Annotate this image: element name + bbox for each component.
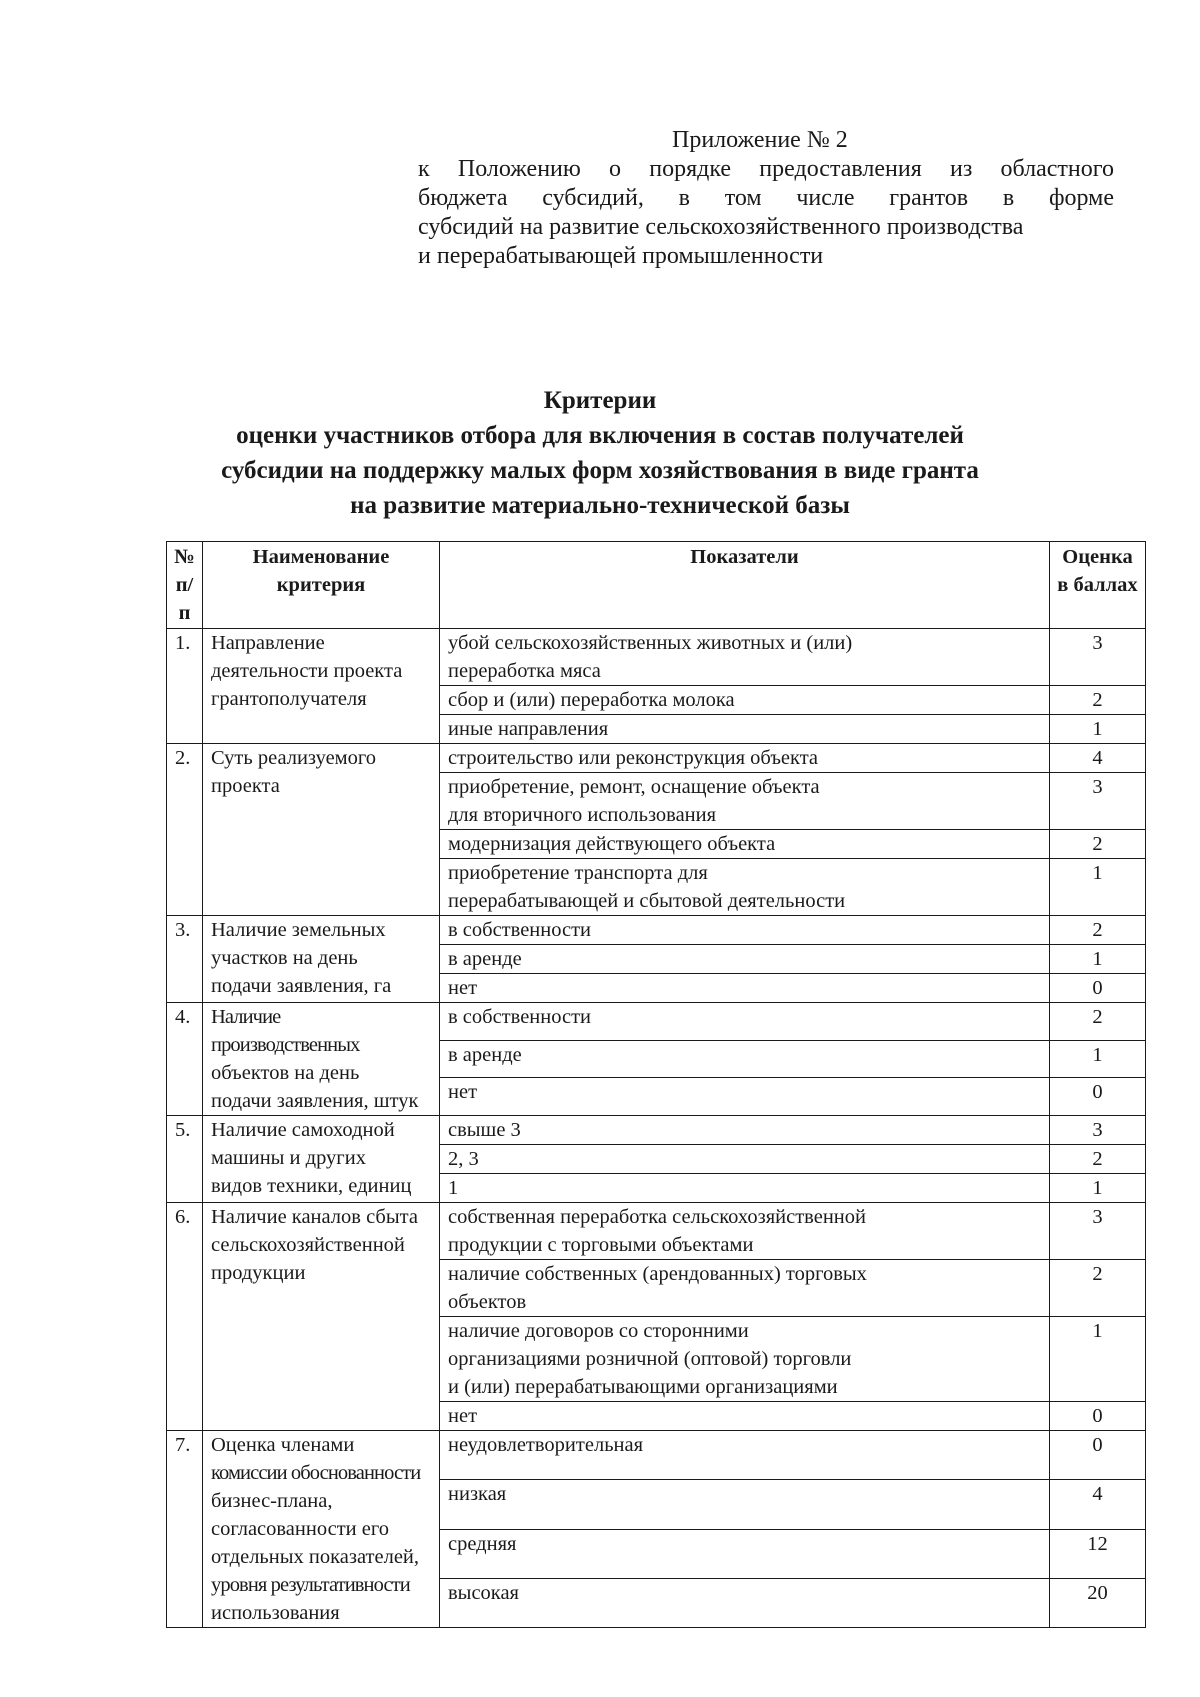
table-row xyxy=(167,1003,1146,1041)
indicator-cell xyxy=(440,1578,1050,1627)
indicator-cell xyxy=(440,773,1050,830)
criterion-name-line: согласованности его xyxy=(211,1518,390,1540)
indicator-line: убой сельскохозяйственных животных и (или) xyxy=(448,632,853,654)
indicator-cell xyxy=(440,744,1050,773)
indicator-line: в собственности xyxy=(448,919,592,941)
indicator-line: наличие собственных (арендованных) торговых xyxy=(448,1263,867,1285)
score-cell: 1 xyxy=(1050,715,1146,744)
criterion-name-line: продукции xyxy=(211,1262,306,1284)
table-row xyxy=(167,1431,1146,1480)
score-cell: 1 xyxy=(1050,945,1146,974)
indicator-line: 2, 3 xyxy=(448,1148,479,1170)
criterion-name-line: Направление xyxy=(211,632,325,654)
score-cell: 1 xyxy=(1050,1174,1146,1203)
table-row xyxy=(167,629,1146,686)
score-cell: 2 xyxy=(1050,830,1146,859)
criterion-name-line: Наличие каналов сбыта xyxy=(211,1206,418,1228)
criterion-name xyxy=(203,744,440,916)
criterion-name-line: грантополучателя xyxy=(211,688,367,710)
criterion-name xyxy=(203,916,440,1003)
header-score-line: Оценка xyxy=(1062,546,1133,568)
criterion-name-line: деятельности проекта xyxy=(211,660,403,682)
score-cell: 2 xyxy=(1050,916,1146,945)
criterion-name-line: Наличие земельных xyxy=(211,919,386,941)
indicator-cell xyxy=(440,1431,1050,1480)
criterion-name-line: сельскохозяйственной xyxy=(211,1234,405,1256)
indicator-line: приобретение транспорта для xyxy=(448,862,708,884)
score-cell: 2 xyxy=(1050,1145,1146,1174)
criterion-number: 1. xyxy=(167,629,203,744)
criterion-name-line: проекта xyxy=(211,775,280,797)
indicator-cell xyxy=(440,1203,1050,1260)
criterion-number: 7. xyxy=(167,1431,203,1628)
indicator-line: сбор и (или) переработка молока xyxy=(448,689,735,711)
header-num-line: № xyxy=(174,546,195,568)
header-name-line: Наименование xyxy=(252,546,390,568)
table-row xyxy=(167,1203,1146,1260)
indicator-line: высокая xyxy=(448,1581,519,1604)
criterion-name-line: Наличие производственных xyxy=(211,1006,360,1056)
criterion-name xyxy=(203,1003,440,1116)
score-cell: 4 xyxy=(1050,1480,1146,1529)
criterion-name-line: участков на день xyxy=(211,947,358,969)
criterion-name xyxy=(203,1431,440,1628)
indicator-line: 1 xyxy=(448,1177,459,1199)
criterion-number: 3. xyxy=(167,916,203,1003)
indicator-cell xyxy=(440,1116,1050,1145)
score-cell: 1 xyxy=(1050,859,1146,916)
indicator-cell xyxy=(440,1402,1050,1431)
indicator-cell xyxy=(440,1529,1050,1578)
indicator-cell xyxy=(440,859,1050,916)
appendix-body xyxy=(418,155,1114,271)
appendix-line: и перерабатывающей промышленности xyxy=(418,243,824,269)
indicator-line: продукции с торговыми объектами xyxy=(448,1234,754,1256)
indicator-line: перерабатывающей и сбытовой деятельности xyxy=(448,890,846,912)
indicator-cell xyxy=(440,1040,1050,1078)
criterion-name-line: подачи заявления, га xyxy=(211,975,392,997)
header-score-line: в баллах xyxy=(1057,574,1138,596)
indicator-line: иные направления xyxy=(448,718,609,740)
indicator-cell xyxy=(440,686,1050,715)
appendix-title: Приложение № 2 xyxy=(672,127,848,153)
criterion-name-line: Оценка членами xyxy=(211,1434,355,1456)
indicator-cell xyxy=(440,1003,1050,1041)
title-line: на развитие материально-технической базы xyxy=(350,492,850,519)
header-name-line: критерия xyxy=(276,574,366,596)
appendix-line: субсидий на развитие сельскохозяйственного производства xyxy=(418,214,1024,240)
indicator-line: низкая xyxy=(448,1483,507,1506)
indicator-line: объектов xyxy=(448,1291,527,1313)
appendix-block xyxy=(418,126,1114,271)
score-cell: 2 xyxy=(1050,1260,1146,1317)
indicator-line: нет xyxy=(448,1405,478,1427)
indicator-line: строительство или реконструкция объекта xyxy=(448,747,819,769)
indicator-line: наличие договоров со сторонними xyxy=(448,1320,749,1342)
appendix-line: бюджета субсидий, в том числе грантов в форме xyxy=(418,185,1114,211)
score-cell: 3 xyxy=(1050,773,1146,830)
score-cell: 1 xyxy=(1050,1040,1146,1078)
indicator-cell xyxy=(440,1078,1050,1116)
score-cell: 2 xyxy=(1050,1003,1146,1041)
indicator-cell xyxy=(440,916,1050,945)
header-num-line: п/п xyxy=(175,574,194,624)
indicator-cell xyxy=(440,1174,1050,1203)
score-cell: 1 xyxy=(1050,1317,1146,1402)
header-num xyxy=(167,542,203,629)
criterion-name-line: объектов на день xyxy=(211,1062,360,1084)
score-cell: 4 xyxy=(1050,744,1146,773)
criterion-name-line: Суть реализуемого xyxy=(211,747,377,769)
indicator-line: собственная переработка сельскохозяйственной xyxy=(448,1206,866,1228)
criteria-table-body xyxy=(167,629,1146,1628)
criterion-name-line: уровня результативности xyxy=(211,1574,410,1596)
criterion-name-line: бизнес-плана, xyxy=(211,1490,333,1512)
indicator-line: свыше 3 xyxy=(448,1119,521,1141)
indicator-cell xyxy=(440,945,1050,974)
indicator-line: в аренде xyxy=(448,1043,522,1066)
criterion-name-line: машины и других xyxy=(211,1147,366,1169)
header-indicators: Показатели xyxy=(440,542,1050,629)
indicator-line: в собственности xyxy=(448,1006,592,1028)
table-row xyxy=(167,916,1146,945)
indicator-cell xyxy=(440,1317,1050,1402)
criterion-name-line: комиссии обоснованности xyxy=(211,1462,421,1484)
criterion-name-line: видов техники, единиц xyxy=(211,1175,412,1197)
indicator-line: в аренде xyxy=(448,948,522,970)
document-title xyxy=(150,383,1050,523)
header-score xyxy=(1050,542,1146,629)
score-cell: 20 xyxy=(1050,1578,1146,1627)
criterion-name xyxy=(203,629,440,744)
score-cell: 0 xyxy=(1050,974,1146,1003)
title-line: субсидии на поддержку малых форм хозяйствования в виде гранта xyxy=(221,457,979,484)
criterion-name xyxy=(203,1203,440,1431)
table-row xyxy=(167,1116,1146,1145)
indicator-line: и (или) перерабатывающими организациями xyxy=(448,1376,838,1398)
indicator-line: нет xyxy=(448,977,478,999)
criterion-number: 6. xyxy=(167,1203,203,1431)
score-cell: 2 xyxy=(1050,686,1146,715)
criterion-name xyxy=(203,1116,440,1203)
criterion-number: 4. xyxy=(167,1003,203,1116)
indicator-line: переработка мяса xyxy=(448,660,601,682)
score-cell: 3 xyxy=(1050,1116,1146,1145)
criterion-name-line: Наличие самоходной xyxy=(211,1119,395,1141)
title-line: оценки участников отбора для включения в состав получателей xyxy=(236,422,964,449)
indicator-line: средняя xyxy=(448,1532,517,1555)
table-row xyxy=(167,744,1146,773)
indicator-cell xyxy=(440,1260,1050,1317)
score-cell: 0 xyxy=(1050,1431,1146,1480)
indicator-cell xyxy=(440,1480,1050,1529)
score-cell: 12 xyxy=(1050,1529,1146,1578)
indicator-cell xyxy=(440,830,1050,859)
criterion-name-line: использования xyxy=(211,1602,340,1624)
indicator-cell xyxy=(440,1145,1050,1174)
table-header-row xyxy=(167,542,1146,629)
indicator-line: модернизация действующего объекта xyxy=(448,833,776,855)
criteria-table xyxy=(166,541,1146,1628)
indicator-cell xyxy=(440,629,1050,686)
score-cell: 0 xyxy=(1050,1078,1146,1116)
score-cell: 3 xyxy=(1050,1203,1146,1260)
criterion-number: 5. xyxy=(167,1116,203,1203)
criterion-number: 2. xyxy=(167,744,203,916)
score-cell: 3 xyxy=(1050,629,1146,686)
indicator-cell xyxy=(440,715,1050,744)
indicator-line: приобретение, ремонт, оснащение объекта xyxy=(448,776,820,798)
criterion-name-line: подачи заявления, штук xyxy=(211,1090,419,1112)
indicator-line: нет xyxy=(448,1081,478,1104)
header-name xyxy=(203,542,440,629)
indicator-line: для вторичного использования xyxy=(448,804,717,826)
criterion-name-line: отдельных показателей, xyxy=(211,1546,420,1568)
title-line: Критерии xyxy=(543,387,657,414)
appendix-line: к Положению о порядке предоставления из областного xyxy=(418,156,1114,182)
indicator-line: организациями розничной (оптовой) торговли xyxy=(448,1348,852,1370)
score-cell: 0 xyxy=(1050,1402,1146,1431)
indicator-cell xyxy=(440,974,1050,1003)
indicator-line: неудовлетворительная xyxy=(448,1434,644,1456)
